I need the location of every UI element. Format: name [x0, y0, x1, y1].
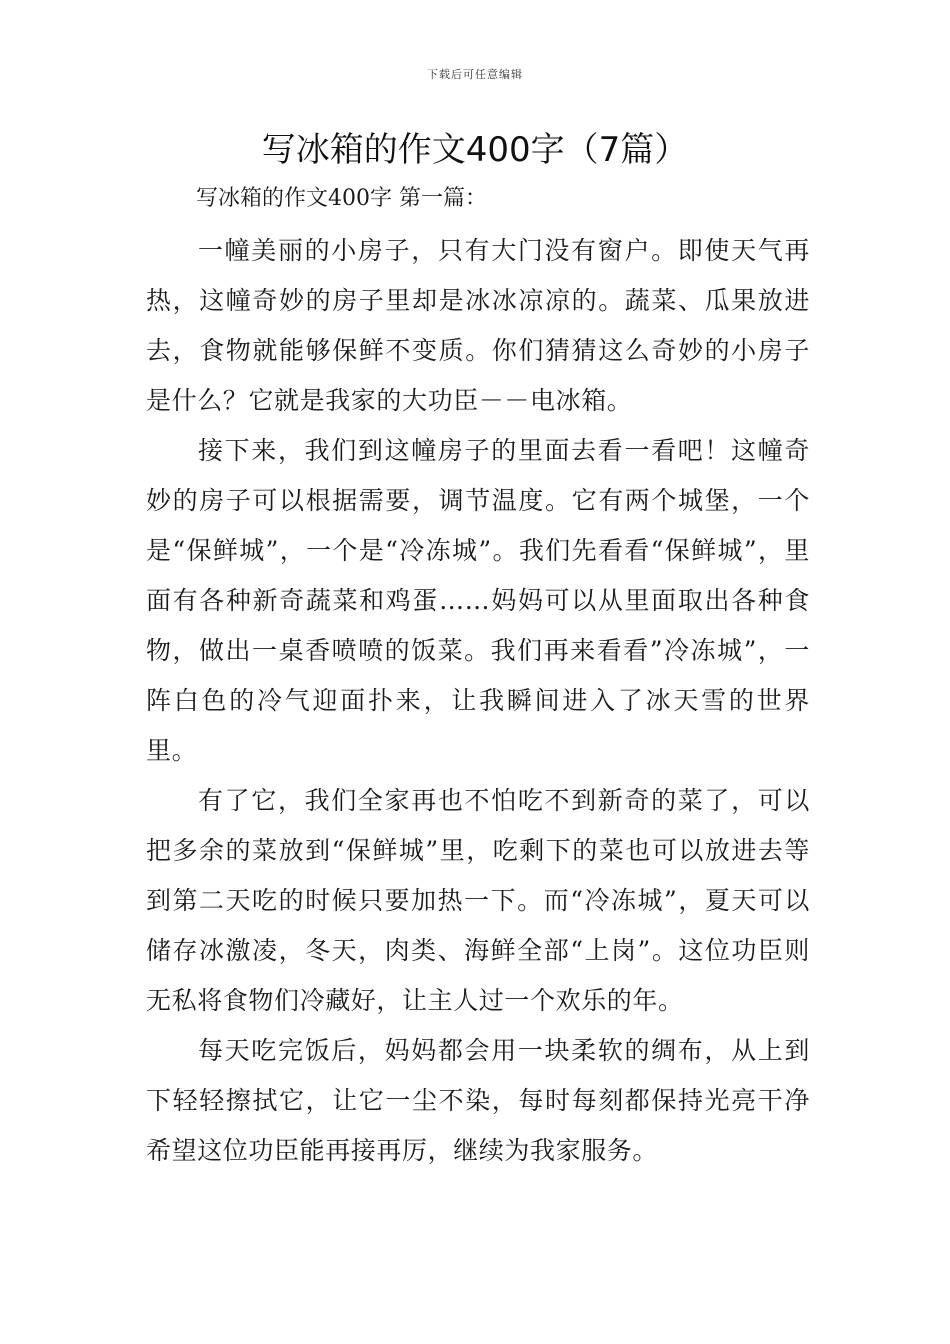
body-text — [146, 226, 810, 1176]
header-note: 下载后可任意编辑 — [427, 68, 523, 81]
paragraph-3: 有了它，我们全家再也不怕吃不到新奇的菜了，可以把多余的菜放到“保鲜城”里，吃剩下的菜也可以放进去等到第二天吃的时候只要加热一下。而“冷冻城”，夏天可以储存冰激凌，冬天，肉类、海鲜全部“上岗”。这位功臣则无私将食物们冷藏好，让主人过一个欢乐的年。 — [146, 786, 810, 1015]
paragraph-2: 接下来，我们到这幢房子的里面去看一看吧！这幢奇妙的房子可以根据需要，调节温度。它有两个城堡，一个是“保鲜城”，一个是“冷冻城”。我们先看看“保鲜城”，里面有各种新奇蔬菜和鸡蛋……妈妈可以从里面取出各种食物，做出一桌香喷喷的饭菜。我们再来看看”冷冻城”，一阵白色的冷气迎面扑来，让我瞬间进入了冰天雪的世界里。 — [146, 436, 810, 765]
section-subtitle: 写冰箱的作文400字 第一篇： — [196, 186, 487, 211]
paragraph-1: 一幢美丽的小房子，只有大门没有窗户。即使天气再热，这幢奇妙的房子里却是冰冰凉凉的。蔬菜、瓜果放进去，食物就能够保鲜不变质。你们猜猜这么奇妙的小房子是什么？它就是我家的大功臣－－电冰箱。 — [146, 236, 810, 415]
document-title: 写冰箱的作文400字（7篇） — [261, 130, 689, 170]
paragraph-4: 每天吃完饭后，妈妈都会用一块柔软的绸布，从上到下轻轻擦拭它，让它一尘不染，每时每刻都保持光亮干净希望这位功臣能再接再厉，继续为我家服务。 — [146, 1036, 810, 1165]
